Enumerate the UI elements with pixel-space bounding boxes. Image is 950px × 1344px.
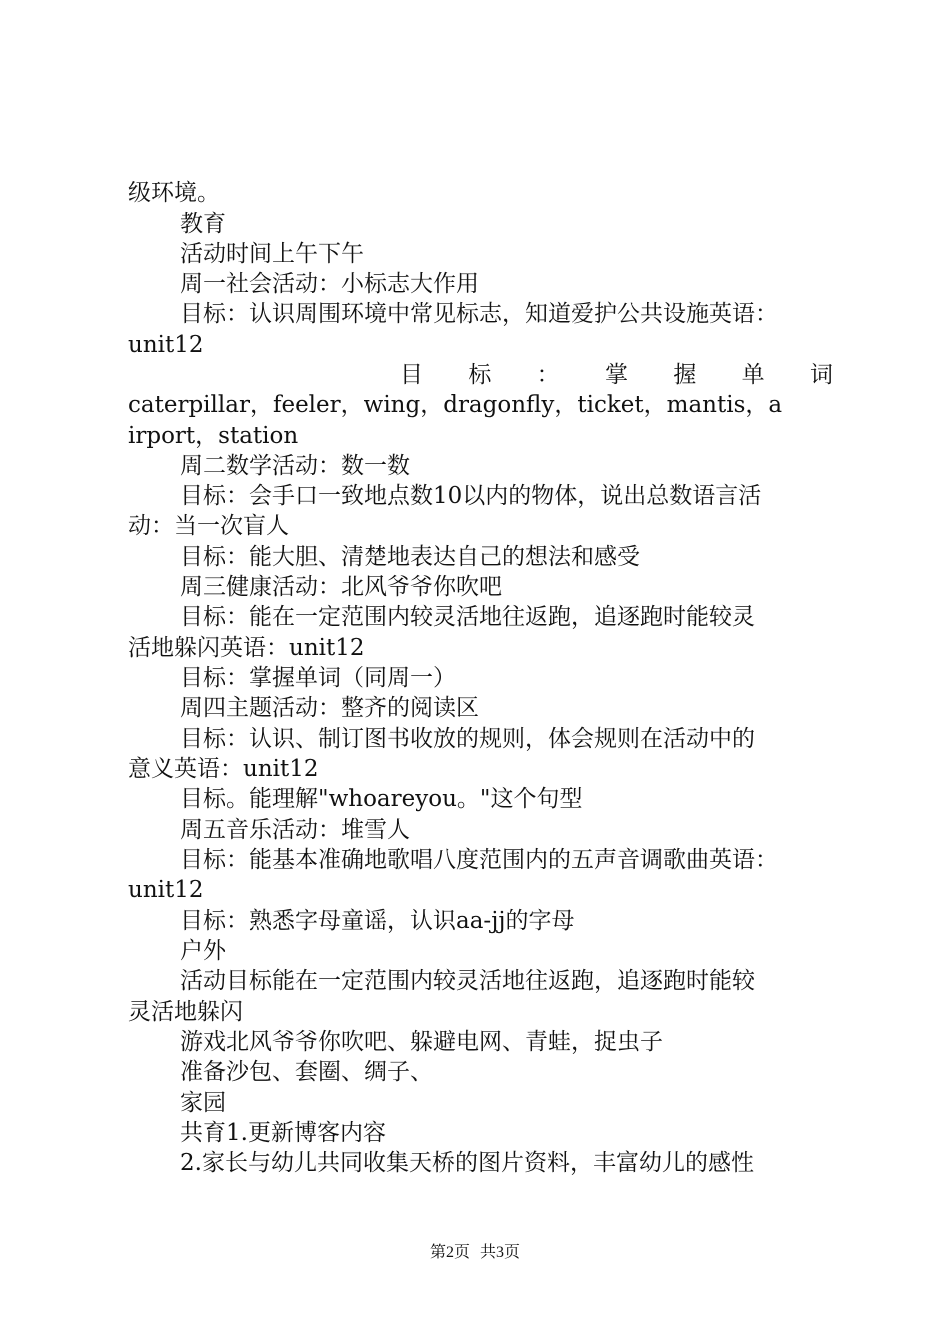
page-footer [0, 1242, 950, 1264]
text-line: 2.家长与幼儿共同收集天桥的图片资料，丰富幼儿的感性 [180, 1150, 754, 1176]
text-line: 游戏北风爷爷你吹吧、躲避电网、青蛙，捉虫子 [180, 1029, 663, 1055]
spaced-char: 目 [400, 362, 423, 388]
text-line: unit12 [128, 877, 204, 903]
text-line: 目标：认识周围环境中常见标志，知道爱护公共设施英语： [180, 301, 778, 327]
spaced-char: 握 [673, 362, 697, 388]
text-line: 户外 [180, 938, 226, 964]
text-line: 意义英语：unit12 [128, 756, 319, 782]
text-line: 目标：熟悉字母童谣，认识aa-jj的字母 [180, 908, 575, 934]
text-line: 准备沙包、套圈、绸子、 [180, 1059, 433, 1085]
spaced-char: 词 [809, 362, 833, 388]
text-line: 目标：掌握单词（同周一） [180, 665, 456, 691]
spaced-char: 掌 [604, 362, 628, 388]
spaced-char: 单 [741, 362, 765, 388]
text-line: 目标。能理解"whoareyou。"这个句型 [180, 786, 583, 812]
spaced-char: ： [536, 362, 560, 388]
text-line: 教育 [180, 211, 226, 237]
text-line: unit12 [128, 332, 204, 358]
spaced-char: 标 [468, 362, 492, 388]
text-line: 灵活地躲闪 [128, 999, 243, 1025]
text-line: 周四主题活动：整齐的阅读区 [180, 695, 479, 721]
text-line: 动：当一次盲人 [128, 513, 289, 539]
text-line: 目标：能大胆、清楚地表达自己的想法和感受 [180, 544, 640, 570]
text-line: 目标：能在一定范围内较灵活地往返跑，追逐跑时能较灵 [180, 604, 755, 630]
text-line: 共育1.更新博客内容 [180, 1120, 386, 1146]
text-line: 目标：会手口一致地点数10以内的物体，说出总数语言活 [180, 483, 762, 509]
text-line: irport，station [128, 423, 299, 449]
page-number: 第2页 [429, 1244, 470, 1261]
page-total: 共3页 [480, 1244, 521, 1261]
text-line: 活动时间上午下午 [180, 241, 364, 267]
text-line: 级环境。 [128, 180, 220, 206]
text-line: caterpillar，feeler，wing，dragonfly，ticket，mantis，a [128, 392, 783, 418]
text-line: 家园 [180, 1090, 226, 1116]
text-line: 目标：认识、制订图书收放的规则，体会规则在活动中的 [180, 726, 755, 752]
text-line: 周一社会活动：小标志大作用 [180, 271, 479, 297]
text-line: 周五音乐活动：堆雪人 [180, 817, 410, 843]
text-line: 周三健康活动：北风爷爷你吹吧 [180, 574, 502, 600]
text-line: 活动目标能在一定范围内较灵活地往返跑，追逐跑时能较 [180, 968, 755, 994]
spaced-heading-line [400, 360, 833, 390]
text-line: 活地躲闪英语：unit12 [128, 635, 365, 661]
text-line: 目标：能基本准确地歌唱八度范围内的五声音调歌曲英语： [180, 847, 778, 873]
text-line: 周二数学活动：数一数 [180, 453, 410, 479]
